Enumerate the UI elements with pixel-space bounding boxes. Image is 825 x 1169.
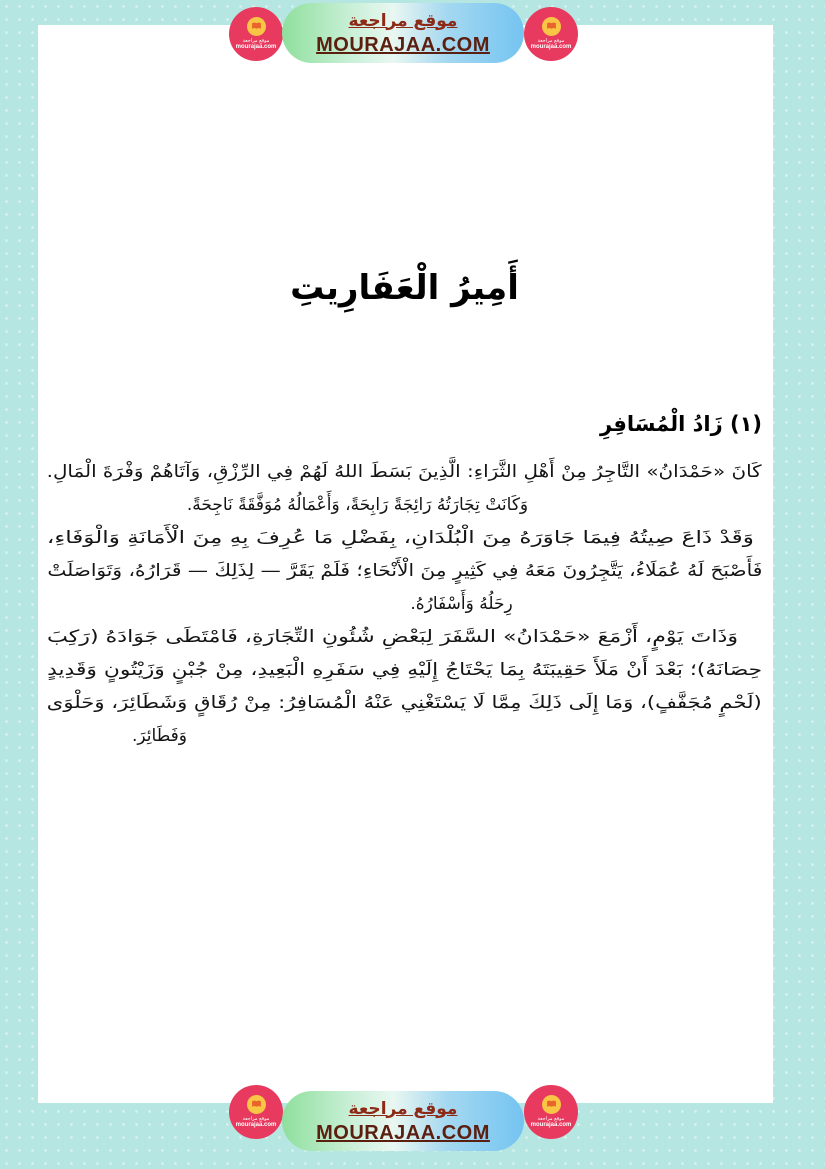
- story-text: [47, 456, 762, 753]
- site-logo-badge: [524, 7, 578, 61]
- text-line-content: كَانَ «حَمْدَانُ» التَّاجِرُ مِنْ أَهْلِ الثَّرَاءِ: الَّذِينَ بَسَطَ اللهُ لَهُمْ فِي الرِّزْقِ، وَآتَاهُمْ وَفْرَةَ الْمَالِ.: [47, 462, 762, 482]
- badge-site-name: موقع مراجعة: [537, 1116, 565, 1122]
- text-line: [47, 720, 762, 753]
- text-line: [47, 456, 762, 489]
- badge-site-url: mourajaa.com: [530, 1122, 572, 1128]
- section-heading: (١) زَادُ الْمُسَافِرِ: [600, 412, 762, 436]
- text-line: [47, 621, 762, 654]
- text-line-content: حِصَانَهُ)؛ بَعْدَ أَنْ مَلَأَ حَقِيبَتَهُ بِمَا يَحْتَاجُ إِلَيْهِ فِي سَفَرِهِ الْبَعِيدِ، مِنْ جُبْنٍ وَزَيْتُونٍ وَقَدِيدٍ: [47, 660, 762, 680]
- site-logo-badge: [229, 1085, 283, 1139]
- site-domain-link[interactable]: MOURAJAA.COM: [316, 1121, 490, 1144]
- text-line: [47, 654, 762, 687]
- site-logo-badge: [524, 1085, 578, 1139]
- text-line-content: (لَحْمٍ مُجَفَّفٍ)، وَمَا إِلَى ذَلِكَ مِمَّا لَا يَسْتَغْنِي عَنْهُ الْمُسَافِرُ: مِنْ رُقَاقٍ وَشَطَائِرَ، وَحَلْوَى: [47, 693, 762, 713]
- badge-site-url: mourajaa.com: [235, 1122, 277, 1128]
- site-link-pill[interactable]: [282, 1091, 524, 1151]
- badge-site-name: موقع مراجعة: [242, 1116, 270, 1122]
- site-link-pill[interactable]: [282, 3, 524, 63]
- site-domain-link[interactable]: MOURAJAA.COM: [316, 33, 490, 56]
- badge-site-name: موقع مراجعة: [242, 38, 270, 44]
- logo-book-icon: [542, 17, 561, 36]
- badge-site-name: موقع مراجعة: [537, 38, 565, 44]
- logo-book-icon: [247, 17, 266, 36]
- text-line-content: وَقَدْ ذَاعَ صِيتُهُ فِيمَا جَاوَرَهُ مِنَ الْبُلْدَانِ، بِفَضْلِ مَا عُرِفَ بِهِ مِنَ الْأَمَانَةِ وَالْوَفَاءِ،: [47, 528, 754, 548]
- text-line-content: وَذَاتَ يَوْمٍ، أَزْمَعَ «حَمْدَانُ» السَّفَرَ لِبَعْضِ شُئُونِ التِّجَارَةِ، فَامْتَطَى جَوَادَهُ (رَكِبَ: [47, 627, 738, 647]
- text-line-content: رِحَلُهُ وَأَسْفَارُهُ.: [410, 594, 513, 614]
- site-name-arabic[interactable]: موقع مراجعة: [348, 1098, 458, 1119]
- text-line: [47, 588, 762, 621]
- badge-site-url: mourajaa.com: [235, 44, 277, 50]
- site-logo-badge: [229, 7, 283, 61]
- site-name-arabic[interactable]: موقع مراجعة: [348, 10, 458, 31]
- logo-book-icon: [542, 1095, 561, 1114]
- text-line-content: فَأَصْبَحَ لَهُ عُمَلَاءُ، يَتَّجِرُونَ مَعَهُ فِي كَثِيرٍ مِنَ الْأَنْحَاءِ؛ فَلَمْ يَقَرَّ — لِذَلِكَ — قَرَارُهُ، وَتَوَاصَلَتْ: [47, 561, 762, 581]
- text-line: [47, 555, 762, 588]
- text-line-content: وَفَطَائِرَ.: [132, 726, 187, 746]
- logo-book-icon: [247, 1095, 266, 1114]
- story-title: أَمِيرُ الْعَفَارِيتِ: [290, 268, 519, 308]
- badge-site-url: mourajaa.com: [530, 44, 572, 50]
- text-line: [47, 489, 762, 522]
- text-line: [47, 522, 762, 555]
- text-line: [47, 687, 762, 720]
- text-line-content: وَكَانَتْ تِجَارَتُهُ رَائِجَةً رَابِحَةً، وَأَعْمَالُهُ مُوَفَّقَةً نَاجِحَةً.: [186, 495, 529, 515]
